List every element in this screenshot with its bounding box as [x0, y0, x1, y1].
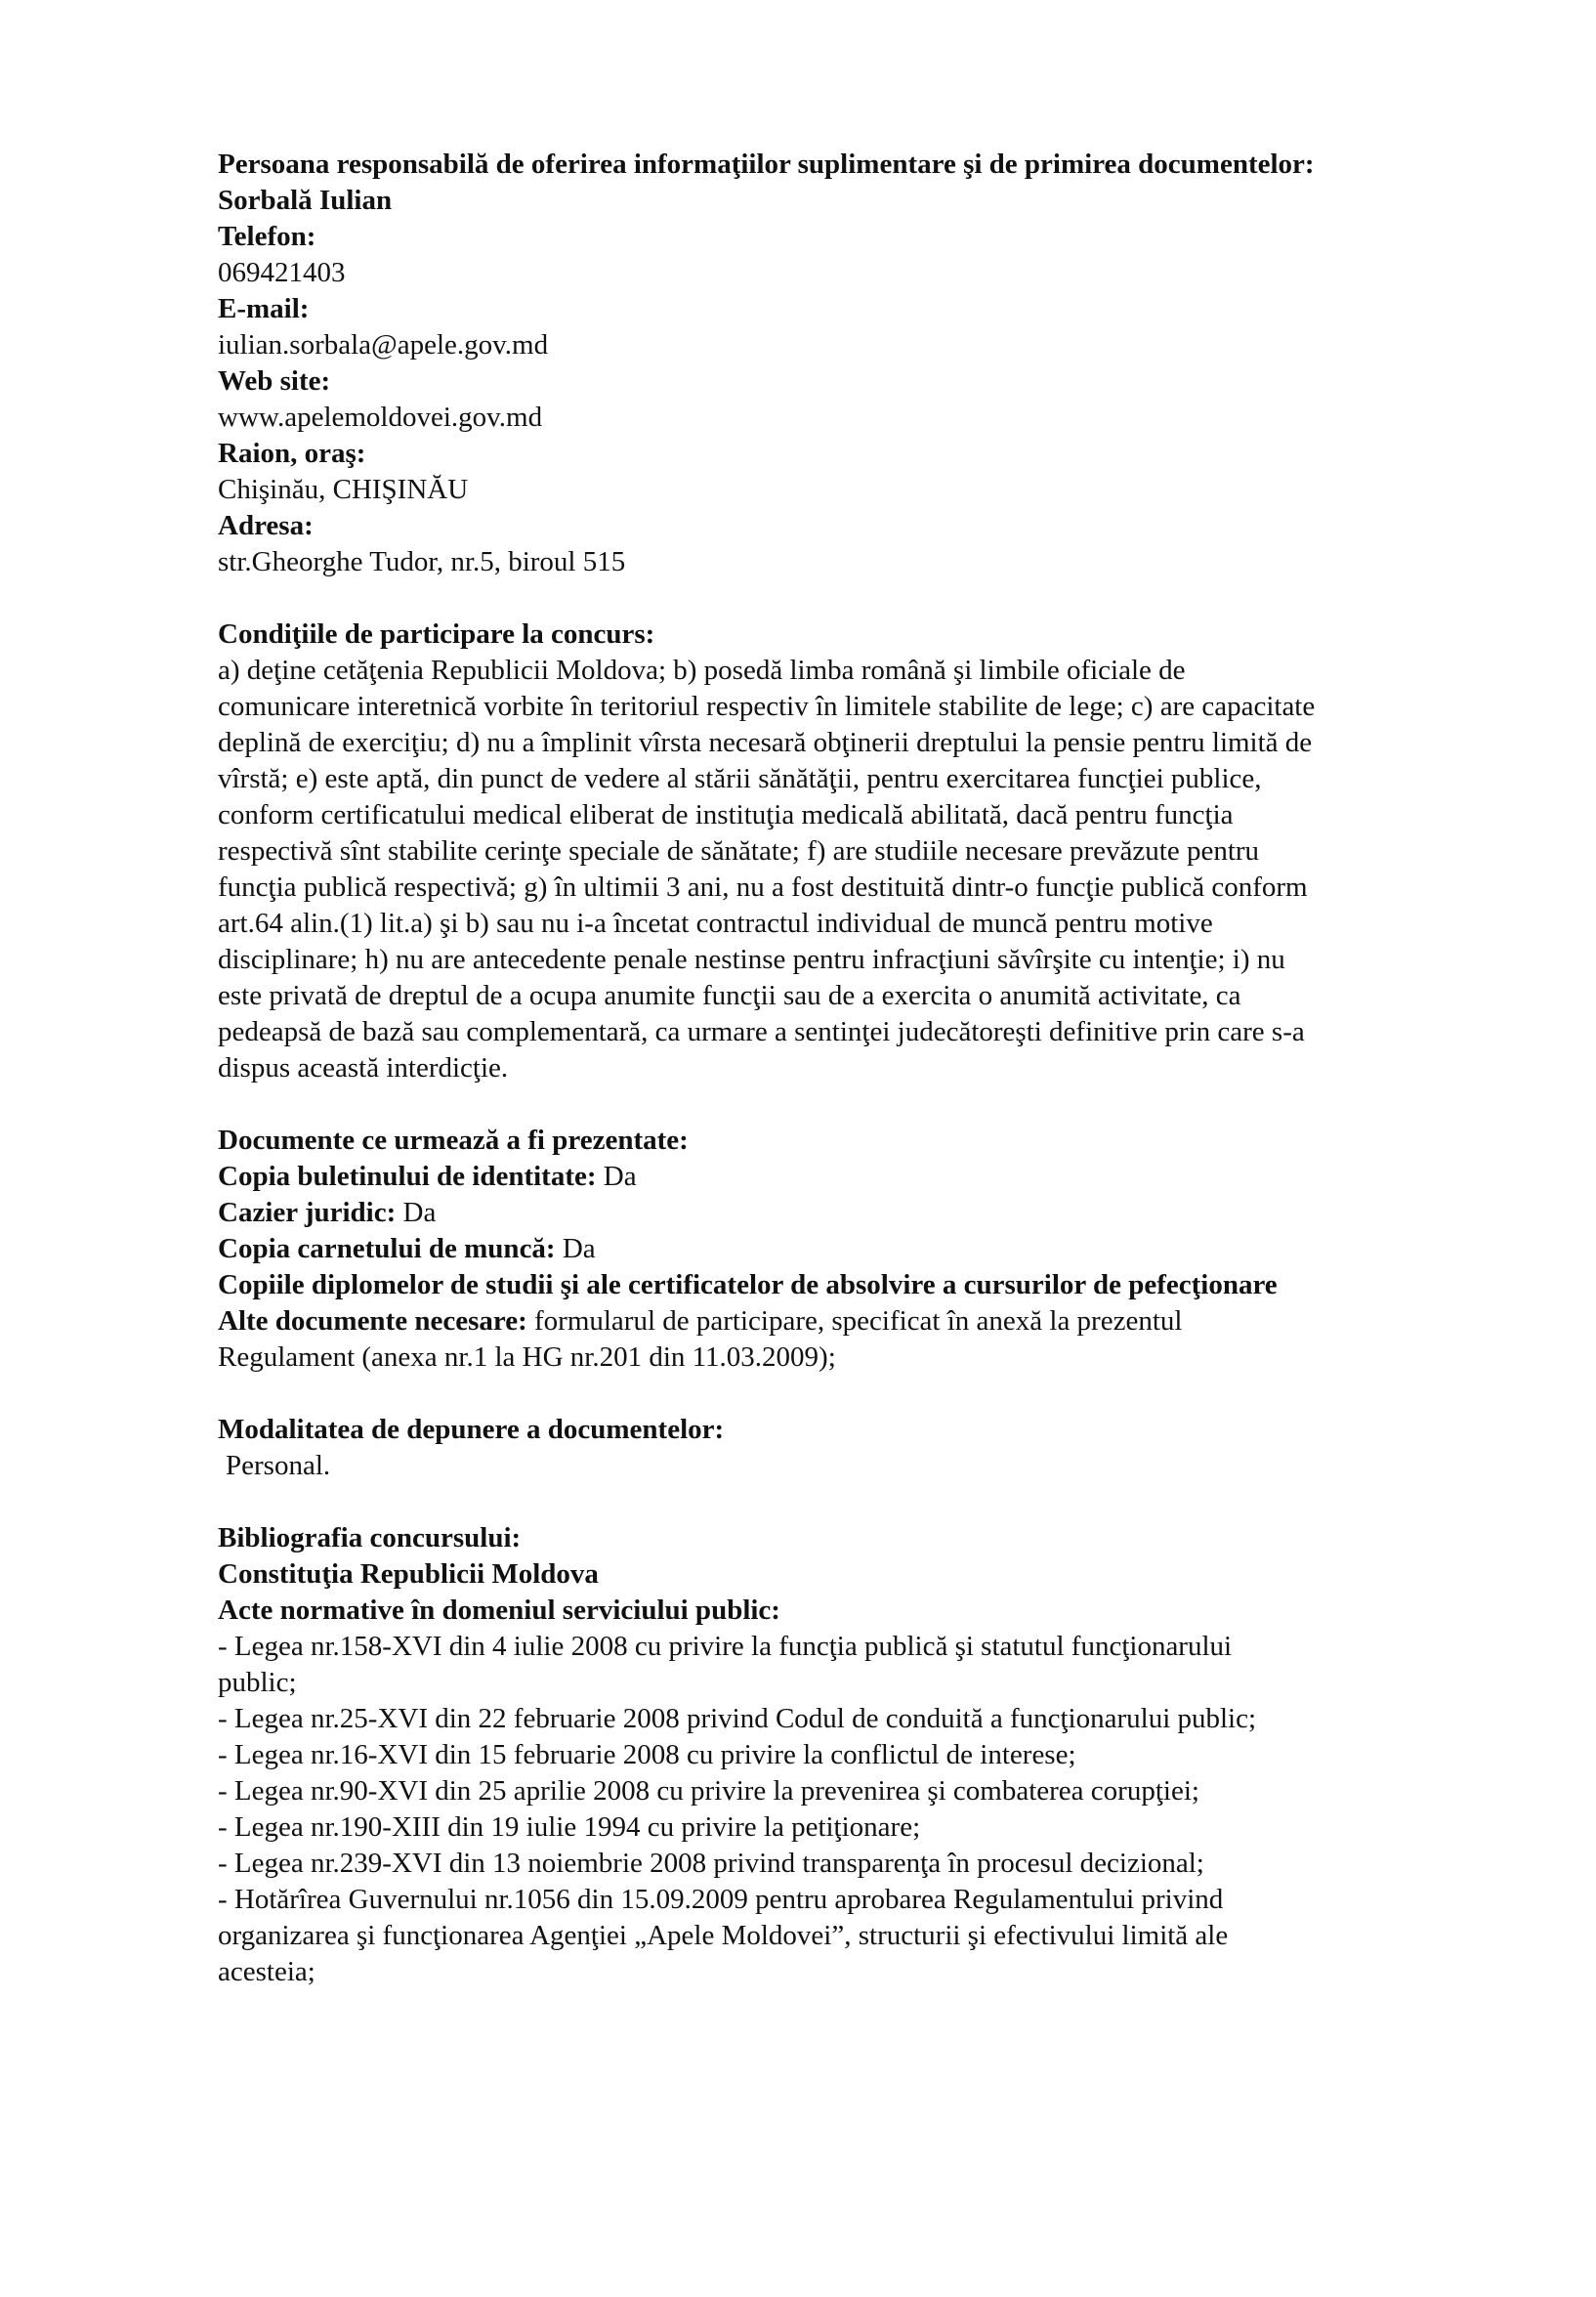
- document-other-continuation: Regulament (anexa nr.1 la HG nr.201 din 11.03.2009);: [218, 1341, 836, 1373]
- spacer: [218, 1086, 1488, 1123]
- conditions-line: disciplinare; h) nu are antecedente penale nestinse pentru infracţiuni săvîrşite cu intenţie; i) nu: [218, 944, 1285, 975]
- spacer: [218, 1376, 1488, 1412]
- document-record-label: Cazier juridic:: [218, 1197, 397, 1228]
- website-label: Web site:: [218, 365, 331, 397]
- spacer: [218, 580, 1488, 617]
- conditions-line: vîrstă; e) este aptă, din punct de vedere al stării sănătăţii, pentru exercitarea funcţiei publice,: [218, 763, 1262, 794]
- submission-heading: Modalitatea de depunere a documentelor:: [218, 1414, 725, 1445]
- conditions-section: [218, 617, 1488, 1086]
- document-other-value: formularul de participare, specificat în anexă la prezentul: [526, 1305, 1183, 1337]
- conditions-line: comunicare interetnică vorbite în teritoriul respectiv în limitele stabilite de lege; c) are capacitate: [218, 691, 1316, 722]
- conditions-heading: Condiţiile de participare la concurs:: [218, 618, 655, 650]
- conditions-line: art.64 alin.(1) lit.a) şi b) sau nu i-a încetat contractul individual de muncă pentru motive: [218, 908, 1213, 939]
- bibliography-item: - Hotărîrea Guvernului nr.1056 din 15.09.2009 pentru aprobarea Regulamentului privind: [218, 1884, 1224, 1915]
- document-page: [218, 147, 1488, 1990]
- document-record-value: Da: [396, 1197, 437, 1228]
- email-label: E-mail:: [218, 293, 310, 324]
- bibliography-constitution: Constituţia Republicii Moldova: [218, 1558, 599, 1590]
- contact-name: Sorbală Iulian: [218, 185, 393, 216]
- conditions-line: funcţia publică respectivă; g) în ultimii 3 ani, nu a fost destituită dintr-o funcţie publică conform: [218, 872, 1308, 903]
- document-id-row: [218, 1159, 1488, 1195]
- bibliography-heading: Bibliografia concursului:: [218, 1522, 522, 1553]
- phone-label: Telefon:: [218, 221, 316, 252]
- documents-heading: Documente ce urmează a fi prezentate:: [218, 1125, 689, 1156]
- phone-value: 069421403: [218, 257, 346, 288]
- address-label: Adresa:: [218, 510, 314, 541]
- conditions-line: deplină de exerciţiu; d) nu a împlinit vîrsta necesară obţinerii dreptului la pensie pentru limită de: [218, 727, 1313, 758]
- document-diplomas-label: Copiile diplomelor de studii şi ale certificatelor de absolvire a cursurilor de pefecţionare: [218, 1269, 1278, 1300]
- submission-value: Personal.: [226, 1450, 331, 1481]
- bibliography-item: - Legea nr.90-XVI din 25 aprilie 2008 cu privire la prevenirea şi combaterea corupţiei;: [218, 1775, 1199, 1807]
- document-workbook-row: [218, 1231, 1488, 1267]
- conditions-line: respectivă sînt stabilite cerinţe speciale de sănătate; f) are studiile necesare prevăzute pentru: [218, 835, 1260, 867]
- submission-section: [218, 1412, 1488, 1484]
- bibliography-item: - Legea nr.158-XVI din 4 iulie 2008 cu privire la funcţia publică şi statutul funcţionarului: [218, 1631, 1233, 1662]
- bibliography-item: organizarea şi funcţionarea Agenţiei „Apele Moldovei”, structurii şi efectivului limită ale: [218, 1920, 1229, 1951]
- conditions-line: a) deţine cetăţenia Republicii Moldova; b) posedă limba română şi limbile oficiale de: [218, 655, 1186, 686]
- district-value: Chişinău, CHIŞINĂU: [218, 474, 469, 505]
- bibliography-item: acesteia;: [218, 1956, 315, 1987]
- conditions-line: conform certificatului medical eliberat de instituţia medicală abilitată, dacă pentru funcţia: [218, 799, 1234, 830]
- document-workbook-label: Copia carnetului de muncă:: [218, 1233, 556, 1264]
- bibliography-item: - Legea nr.25-XVI din 22 februarie 2008 privind Codul de conduită a funcţionarului public;: [218, 1703, 1257, 1734]
- email-value: iulian.sorbala@apele.gov.md: [218, 329, 549, 361]
- conditions-line: dispus această interdicţie.: [218, 1052, 509, 1084]
- document-other-row: [218, 1303, 1488, 1340]
- document-workbook-value: Da: [555, 1233, 596, 1264]
- bibliography-section: [218, 1520, 1488, 1990]
- documents-section: [218, 1123, 1488, 1376]
- district-label: Raion, oraş:: [218, 438, 366, 469]
- bibliography-item: - Legea nr.16-XVI din 15 februarie 2008 cu privire la conflictul de interese;: [218, 1739, 1076, 1770]
- document-id-value: Da: [596, 1161, 637, 1192]
- address-value: str.Gheorghe Tudor, nr.5, biroul 515: [218, 546, 626, 577]
- bibliography-acts-heading: Acte normative în domeniul serviciului public:: [218, 1595, 780, 1626]
- document-record-row: [218, 1195, 1488, 1231]
- spacer: [218, 1484, 1488, 1520]
- contact-heading: Persoana responsabilă de oferirea informaţiilor suplimentare şi de primirea documentelor:: [218, 149, 1315, 180]
- bibliography-item: public;: [218, 1667, 297, 1698]
- website-value: www.apelemoldovei.gov.md: [218, 402, 543, 433]
- conditions-line: pedeapsă de bază sau complementară, ca urmare a sentinţei judecătoreşti definitive prin care s-a: [218, 1016, 1305, 1047]
- document-other-label: Alte documente necesare:: [218, 1305, 527, 1337]
- bibliography-item: - Legea nr.190-XIII din 19 iulie 1994 cu privire la petiţionare;: [218, 1811, 921, 1843]
- contact-section: [218, 147, 1488, 580]
- bibliography-item: - Legea nr.239-XVI din 13 noiembrie 2008 privind transparenţa în procesul decizional;: [218, 1848, 1204, 1879]
- conditions-line: este privată de dreptul de a ocupa anumite funcţii sau de a exercita o anumită activitate, ca: [218, 980, 1241, 1011]
- document-id-label: Copia buletinului de identitate:: [218, 1161, 597, 1192]
